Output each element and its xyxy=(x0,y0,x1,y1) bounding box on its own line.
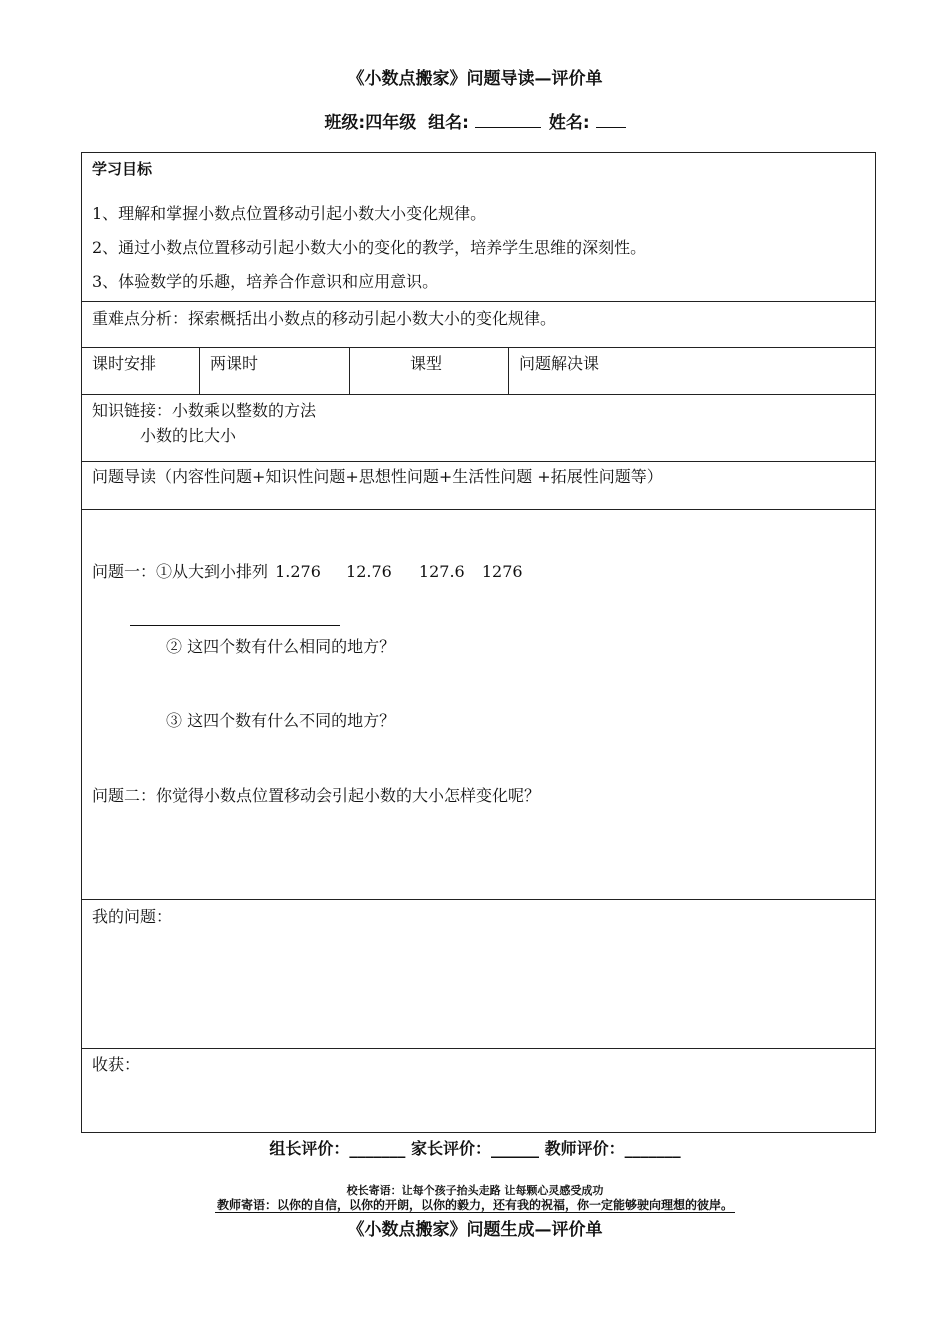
schedule-label: 课时安排 xyxy=(92,354,157,373)
row-divider xyxy=(82,347,875,348)
cell-divider xyxy=(508,347,509,394)
question-one xyxy=(92,559,523,582)
row-divider xyxy=(82,899,875,900)
knowledge-link-sub: 小数的比大小 xyxy=(140,426,237,445)
question-one-prefix: 问题一：①从大到小排列 xyxy=(92,562,269,581)
cell-divider xyxy=(349,347,350,394)
evaluation-form xyxy=(81,152,876,1133)
student-info-line xyxy=(0,108,950,133)
page-title: 《小数点搬家》问题导读—评价单 xyxy=(347,69,603,89)
key-points: 重难点分析：探索概括出小数点的移动引起小数大小的变化规律。 xyxy=(92,309,557,328)
question-two: 问题二：你觉得小数点位置移动会引起小数的大小怎样变化呢？ xyxy=(92,786,541,805)
row-divider xyxy=(82,509,875,510)
teacher-motto-line xyxy=(0,1196,950,1213)
principal-motto: 校长寄语：让每个孩子抬头走路 让每颗心灵感受成功 xyxy=(346,1184,604,1197)
objective-item: 1、理解和掌握小数点位置移动引起小数大小变化规律。 xyxy=(92,204,487,223)
student-name-field[interactable] xyxy=(596,111,626,128)
name-label: 姓名: xyxy=(548,113,590,133)
knowledge-link: 知识链接：小数乘以整数的方法 xyxy=(92,401,317,420)
objectives-heading: 学习目标 xyxy=(92,160,153,178)
guide-text: 问题导读（内容性问题+知识性问题+思想性问题+生活性问题 +拓展性问题等） xyxy=(92,467,663,486)
gains-label: 收获： xyxy=(92,1055,141,1074)
question-one-sub-2: ② 这四个数有什么相同的地方？ xyxy=(166,637,396,656)
row-divider xyxy=(82,301,875,302)
number-item: 1.276 xyxy=(275,562,321,581)
row-divider xyxy=(82,461,875,462)
number-item: 1276 xyxy=(481,562,523,581)
objective-item: 3、体验数学的乐趣，培养合作意识和应用意识。 xyxy=(92,272,439,291)
cell-divider xyxy=(199,347,200,394)
answer-line[interactable] xyxy=(130,625,340,626)
class-label: 班级:四年级 xyxy=(324,113,417,133)
objective-item: 2、通过小数点位置移动引起小数大小的变化的教学，培养学生思维的深刻性。 xyxy=(92,238,647,257)
evaluation-line: 组长评价：_______ 家长评价：______ 教师评价：_______ xyxy=(269,1139,681,1158)
number-item: 127.6 xyxy=(418,562,465,581)
row-divider xyxy=(82,394,875,395)
question-one-sub-3: ③ 这四个数有什么不同的地方？ xyxy=(166,711,396,730)
schedule-value: 两课时 xyxy=(210,354,259,373)
row-divider xyxy=(82,1048,875,1049)
teacher-motto: 教师寄语：以你的自信，以你的开朗，以你的毅力，还有我的祝福，你一定能够驶向理想的彼岸。 xyxy=(216,1198,733,1212)
group-label: 组名: xyxy=(428,113,469,133)
number-item: 12.76 xyxy=(346,562,392,581)
group-name-field[interactable] xyxy=(475,111,541,128)
lesson-type-value: 问题解决课 xyxy=(519,354,600,373)
my-questions-label: 我的问题： xyxy=(92,907,173,926)
next-form-title: 《小数点搬家》问题生成—评价单 xyxy=(347,1220,603,1240)
lesson-type-label: 课型 xyxy=(410,354,443,373)
